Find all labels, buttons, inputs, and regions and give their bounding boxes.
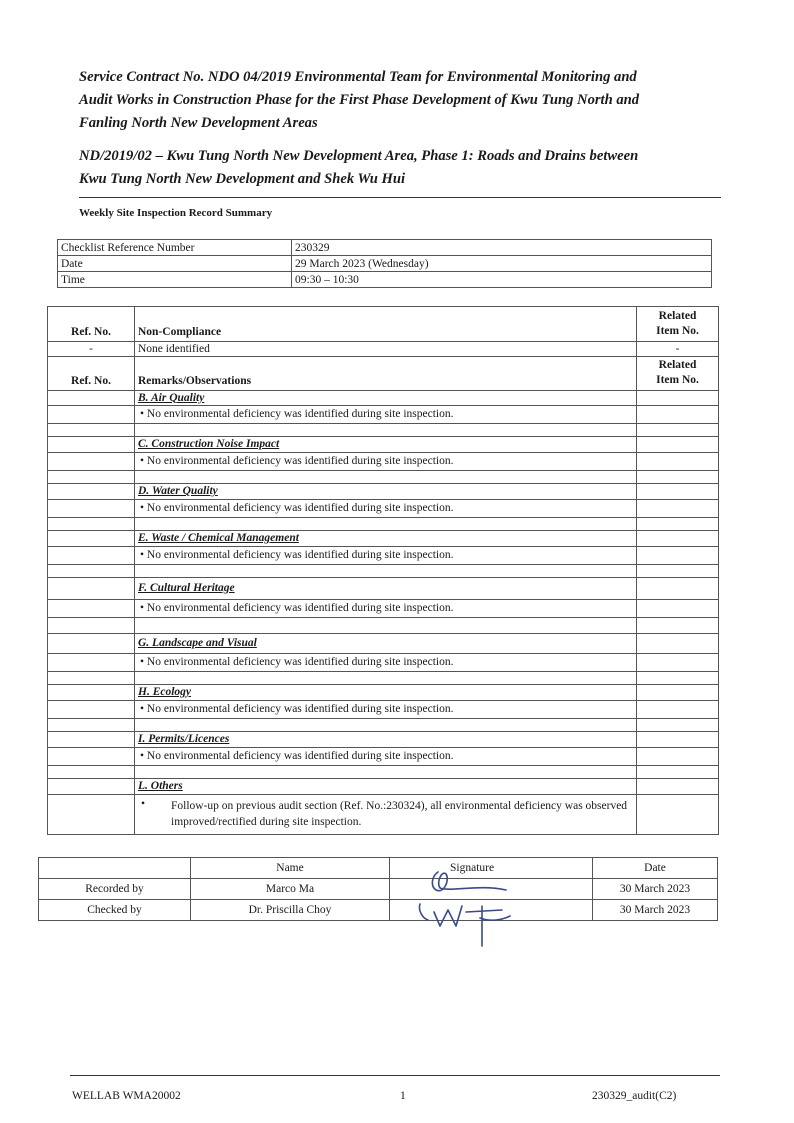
category-heading: F. Cultural Heritage xyxy=(135,578,637,600)
info-row xyxy=(58,240,712,256)
table-row xyxy=(48,701,719,719)
name-cell: Dr. Priscilla Choy xyxy=(191,900,390,921)
signoff-header-row xyxy=(39,858,718,879)
table-row xyxy=(48,547,719,565)
signature-cell xyxy=(390,900,593,921)
ref-header: Ref. No. xyxy=(48,307,135,342)
table-row xyxy=(48,518,719,531)
table-row xyxy=(48,391,719,406)
table-row xyxy=(48,748,719,766)
section-title: Weekly Site Inspection Record Summary xyxy=(79,207,273,219)
info-label: Checklist Reference Number xyxy=(58,240,292,256)
footer-divider xyxy=(70,1075,720,1076)
signoff-table xyxy=(38,857,718,921)
category-heading: G. Landscape and Visual xyxy=(135,634,637,654)
table-row xyxy=(48,565,719,578)
category-heading: D. Water Quality xyxy=(135,484,637,500)
table-row xyxy=(48,424,719,437)
table-row xyxy=(48,795,719,835)
remark-text: • No environmental deficiency was identified during site inspection. xyxy=(135,500,637,518)
info-table xyxy=(57,239,712,288)
table-row xyxy=(48,779,719,795)
table-row xyxy=(48,719,719,732)
remark-text: • No environmental deficiency was identified during site inspection. xyxy=(135,654,637,672)
signoff-row xyxy=(39,900,718,921)
remarks-header: Remarks/Observations xyxy=(135,357,637,391)
table-row xyxy=(48,471,719,484)
table-row xyxy=(48,342,719,357)
info-row xyxy=(58,256,712,272)
table-row xyxy=(48,654,719,672)
category-heading: H. Ecology xyxy=(135,685,637,701)
category-heading: C. Construction Noise Impact xyxy=(135,437,637,453)
footer-document-code: WELLAB WMA20002 xyxy=(72,1090,181,1102)
info-value: 09:30 – 10:30 xyxy=(292,272,712,288)
date-header: Date xyxy=(593,858,718,879)
table-row xyxy=(48,685,719,701)
remark-text: • No environmental deficiency was identified during site inspection. xyxy=(135,453,637,471)
desc-cell: None identified xyxy=(135,342,637,357)
table-row xyxy=(48,578,719,600)
table-row xyxy=(48,766,719,779)
info-value: 230329 xyxy=(292,240,712,256)
signature-header: Signature xyxy=(390,858,593,879)
table-row xyxy=(48,437,719,453)
role-cell: Checked by xyxy=(39,900,191,921)
related-item-header: Related Item No. xyxy=(637,357,719,391)
contract-title: Service Contract No. NDO 04/2019 Environmental Team for Environmental Monitoring and Audit Works in Construction Phase for the First Phase Development of Kwu Tung North and Fanling North New Development Areas xyxy=(79,69,640,131)
info-value: 29 March 2023 (Wednesday) xyxy=(292,256,712,272)
info-row xyxy=(58,272,712,288)
category-heading: L. Others xyxy=(135,779,637,795)
category-heading: E. Waste / Chemical Management xyxy=(135,531,637,547)
table-row xyxy=(48,600,719,618)
remark-text: • Follow-up on previous audit section (Ref. No.:230324), all environmental deficiency was observed improved/rectified during site inspection. xyxy=(135,795,637,835)
ref-cell: - xyxy=(48,342,135,357)
date-cell: 30 March 2023 xyxy=(593,879,718,900)
table-row xyxy=(48,406,719,424)
table-row xyxy=(48,634,719,654)
name-header: Name xyxy=(191,858,390,879)
remark-text: • No environmental deficiency was identified during site inspection. xyxy=(135,748,637,766)
role-cell: Recorded by xyxy=(39,879,191,900)
remark-text: • No environmental deficiency was identified during site inspection. xyxy=(135,547,637,565)
category-heading: B. Air Quality xyxy=(135,391,637,406)
footer-file-reference: 230329_audit(C2) xyxy=(592,1090,677,1102)
table-row xyxy=(48,484,719,500)
info-label: Time xyxy=(58,272,292,288)
remarks-header-row xyxy=(48,357,719,391)
table-row xyxy=(48,732,719,748)
non-compliance-header: Non-Compliance xyxy=(135,307,637,342)
remark-text: • No environmental deficiency was identified during site inspection. xyxy=(135,600,637,618)
page-number: 1 xyxy=(400,1090,406,1102)
date-cell: 30 March 2023 xyxy=(593,900,718,921)
table-row xyxy=(48,618,719,634)
remark-text: • No environmental deficiency was identified during site inspection. xyxy=(135,701,637,719)
table-row xyxy=(48,531,719,547)
document-header xyxy=(79,66,719,191)
table-row xyxy=(48,500,719,518)
table-row xyxy=(48,453,719,471)
info-label: Date xyxy=(58,256,292,272)
remark-text: • No environmental deficiency was identified during site inspection. xyxy=(135,406,637,424)
signature-cell xyxy=(390,879,593,900)
table-row xyxy=(48,672,719,685)
inspection-table xyxy=(47,306,719,835)
project-subtitle: ND/2019/02 – Kwu Tung North New Development Area, Phase 1: Roads and Drains between Kwu Tung North New Development and Shek Wu Hui xyxy=(79,148,639,187)
category-heading: I. Permits/Licences xyxy=(135,732,637,748)
related-item-header: Related Item No. xyxy=(637,307,719,342)
non-compliance-header-row xyxy=(48,307,719,342)
item-cell: - xyxy=(637,342,719,357)
name-cell: Marco Ma xyxy=(191,879,390,900)
signoff-row xyxy=(39,879,718,900)
header-divider xyxy=(79,197,721,198)
ref-header: Ref. No. xyxy=(48,357,135,391)
